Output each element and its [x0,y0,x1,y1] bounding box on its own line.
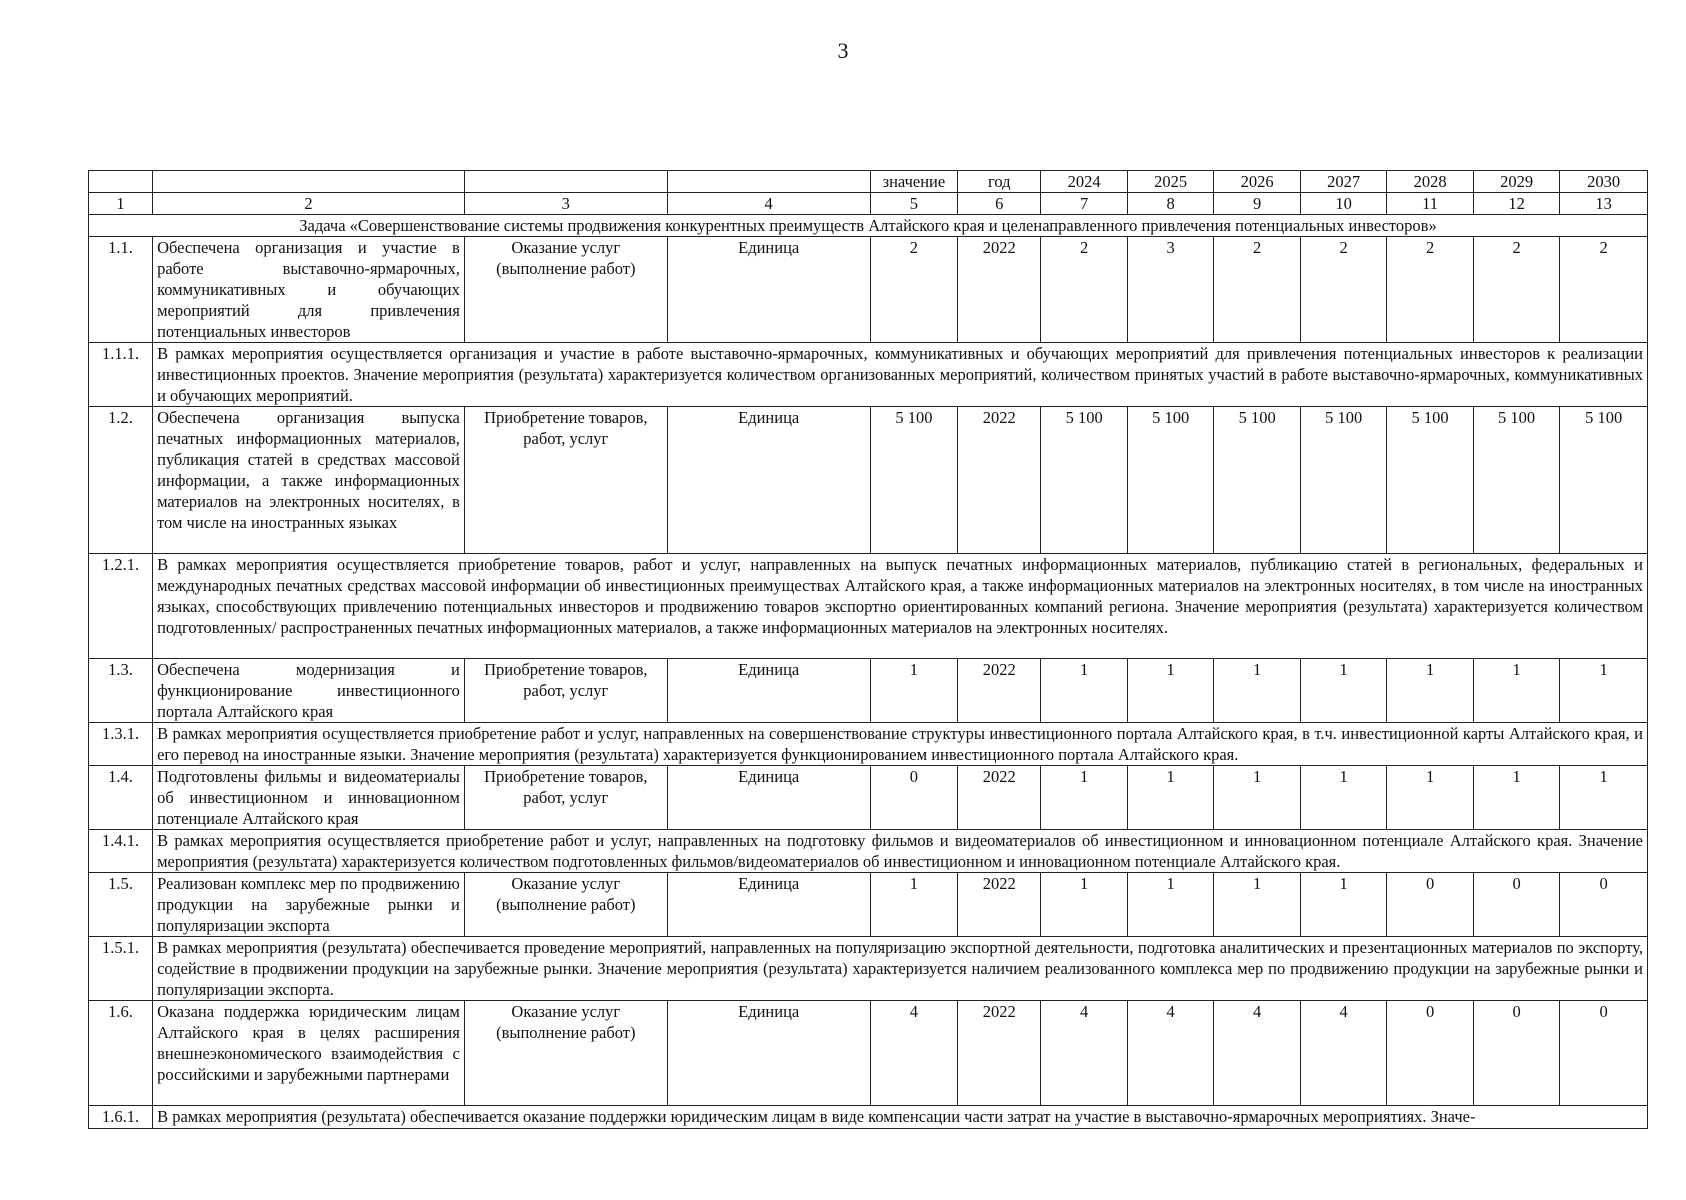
base-year: 2022 [958,659,1041,723]
task-title: Задача «Совершенствование системы продвижения конкурентных преимуществ Алтайского края и целенаправленного привлечения потенциальных инвесторов» [89,215,1648,237]
description-row [89,723,1648,766]
target-value: 4 [1127,1001,1213,1106]
header-row-2 [89,193,1648,215]
target-value: 4 [1214,1001,1300,1106]
header-cell: 2024 [1041,171,1127,193]
result-unit: Единица [667,766,870,830]
target-value: 1 [1127,659,1213,723]
base-value: 5 100 [870,407,958,554]
target-value: 5 100 [1387,407,1473,554]
result-type: Приобретение товаров, работ, услуг [464,407,667,554]
header-cell: значение [870,171,958,193]
header-cell [667,171,870,193]
description-number: 1.4.1. [89,830,153,873]
result-type: Приобретение товаров, работ, услуг [464,766,667,830]
base-year: 2022 [958,237,1041,343]
target-value: 5 100 [1560,407,1648,554]
result-unit: Единица [667,1001,870,1106]
result-number: 1.4. [89,766,153,830]
target-value: 2 [1214,237,1300,343]
description-text: В рамках мероприятия осуществляется приобретение товаров, работ и услуг, направленных на выпуск печатных информационных материалов, публикацию статей в региональных, федеральных и международных печатных средствах массовой информации об инвестиционных преимуществах Алтайского края, а также информационных материалов на электронных носителях, в том числе на иностранных языках, способствующих привлечению потенциальных инвесторов и продвижению товаров экспортно ориентированных компаний региона. Значение мероприятия (результата) характеризуется количеством подготовленных/ распространенных печатных информационных материалов, а также информационных материалов на электронных носителях. [153,554,1648,659]
column-number-cell: 1 [89,193,153,215]
target-value: 1 [1560,659,1648,723]
result-row [89,237,1648,343]
target-value: 2 [1473,237,1559,343]
target-value: 4 [1300,1001,1386,1106]
description-row [89,830,1648,873]
target-value: 1 [1300,873,1386,937]
result-number: 1.3. [89,659,153,723]
description-row [89,554,1648,659]
description-text: В рамках мероприятия осуществляется организация и участие в работе выставочно-ярмарочных, коммуникативных и обучающих мероприятий для привлечения потенциальных инвесторов к реализации инвестиционных проектов. Значение мероприятия (результата) характеризуется количеством организованных мероприятий, количеством принятых участий в работе выставочно-ярмарочных, коммуникативных и обучающих мероприятий. [153,343,1648,407]
column-number-cell: 5 [870,193,958,215]
header-cell [89,171,153,193]
header-cell: 2029 [1473,171,1559,193]
result-name: Обеспечена организация выпуска печатных информационных материалов, публикация статей в средствах массовой информации, а также информационных материалов на электронных носителях, в том числе на иностранных языках [153,407,465,554]
result-name: Подготовлены фильмы и видеоматериалы об инвестиционном и инновационном потенциале Алтайского края [153,766,465,830]
target-value: 5 100 [1041,407,1127,554]
description-number: 1.3.1. [89,723,153,766]
base-value: 2 [870,237,958,343]
task-row [89,215,1648,237]
target-value: 0 [1473,1001,1559,1106]
column-number-cell: 13 [1560,193,1648,215]
target-value: 2 [1387,237,1473,343]
header-cell [153,171,465,193]
target-value: 2 [1560,237,1648,343]
result-name: Оказана поддержка юридическим лицам Алтайского края в целях расширения внешнеэкономического взаимодействия с российскими и зарубежными партнерами [153,1001,465,1106]
target-value: 1 [1041,873,1127,937]
table-body [89,171,1648,1129]
target-value: 0 [1387,873,1473,937]
result-row [89,659,1648,723]
target-value: 4 [1041,1001,1127,1106]
result-row [89,873,1648,937]
target-value: 0 [1560,873,1648,937]
target-value: 5 100 [1127,407,1213,554]
result-name: Реализован комплекс мер по продвижению продукции на зарубежные рынки и популяризации экспорта [153,873,465,937]
description-row [89,1106,1648,1129]
description-number: 1.6.1. [89,1106,153,1129]
page-number: 3 [837,38,849,63]
target-value: 5 100 [1473,407,1559,554]
target-value: 0 [1560,1001,1648,1106]
target-value: 1 [1473,766,1559,830]
target-value: 1 [1387,659,1473,723]
column-number-cell: 7 [1041,193,1127,215]
header-cell: год [958,171,1041,193]
result-type: Оказание услуг (выполнение работ) [464,237,667,343]
results-table [88,170,1648,1129]
base-value: 0 [870,766,958,830]
result-type: Оказание услуг (выполнение работ) [464,873,667,937]
description-text: В рамках мероприятия осуществляется приобретение работ и услуг, направленных на совершенствование структуры инвестиционного портала Алтайского края, в т.ч. инвестиционной карты Алтайского края, и его перевод на иностранные языки. Значение мероприятия (результата) характеризуется функционированием инвестиционного портала Алтайского края. [153,723,1648,766]
header-cell: 2025 [1127,171,1213,193]
description-text: В рамках мероприятия осуществляется приобретение работ и услуг, направленных на подготовку фильмов и видеоматериалов об инвестиционном и инновационном потенциале Алтайского края. Значение мероприятия (результата) характеризуется количеством подготовленных фильмов/видеоматериалов об инвестиционном и инновационном потенциале Алтайского края. [153,830,1648,873]
header-cell: 2028 [1387,171,1473,193]
column-number-cell: 3 [464,193,667,215]
description-row [89,937,1648,1001]
target-value: 1 [1387,766,1473,830]
target-value: 1 [1041,659,1127,723]
target-value: 1 [1041,766,1127,830]
target-value: 5 100 [1300,407,1386,554]
column-number-cell: 6 [958,193,1041,215]
target-value: 1 [1214,873,1300,937]
target-value: 1 [1214,766,1300,830]
result-row [89,1001,1648,1106]
target-value: 0 [1387,1001,1473,1106]
result-unit: Единица [667,407,870,554]
target-value: 1 [1127,766,1213,830]
base-value: 4 [870,1001,958,1106]
result-type: Приобретение товаров, работ, услуг [464,659,667,723]
target-value: 1 [1214,659,1300,723]
base-year: 2022 [958,766,1041,830]
result-unit: Единица [667,873,870,937]
header-row-1 [89,171,1648,193]
description-number: 1.2.1. [89,554,153,659]
result-name: Обеспечена модернизация и функционирование инвестиционного портала Алтайского края [153,659,465,723]
target-value: 1 [1300,766,1386,830]
base-year: 2022 [958,873,1041,937]
target-value: 0 [1473,873,1559,937]
target-value: 2 [1041,237,1127,343]
column-number-cell: 11 [1387,193,1473,215]
result-number: 1.2. [89,407,153,554]
result-unit: Единица [667,659,870,723]
result-type: Оказание услуг (выполнение работ) [464,1001,667,1106]
base-year: 2022 [958,407,1041,554]
column-number-cell: 2 [153,193,465,215]
description-text: В рамках мероприятия (результата) обеспечивается проведение мероприятий, направленных на популяризацию экспортной деятельности, подготовка аналитических и презентационных материалов по экспорту, содействие в продвижении продукции на зарубежные рынки. Значение мероприятия (результата) характеризуется наличием реализованного комплекса мер по продвижению продукции на зарубежные рынки и популяризации экспорта. [153,937,1648,1001]
base-value: 1 [870,873,958,937]
target-value: 2 [1300,237,1386,343]
column-number-cell: 12 [1473,193,1559,215]
result-name: Обеспечена организация и участие в работе выставочно-ярмарочных, коммуникативных и обучающих мероприятий для привлечения потенциальных инвесторов [153,237,465,343]
target-value: 1 [1300,659,1386,723]
header-cell [464,171,667,193]
header-cell: 2027 [1300,171,1386,193]
result-number: 1.5. [89,873,153,937]
column-number-cell: 8 [1127,193,1213,215]
description-row [89,343,1648,407]
result-number: 1.1. [89,237,153,343]
result-row [89,407,1648,554]
target-value: 5 100 [1214,407,1300,554]
target-value: 1 [1473,659,1559,723]
base-year: 2022 [958,1001,1041,1106]
header-cell: 2026 [1214,171,1300,193]
column-number-cell: 9 [1214,193,1300,215]
result-row [89,766,1648,830]
column-number-cell: 4 [667,193,870,215]
target-value: 1 [1560,766,1648,830]
base-value: 1 [870,659,958,723]
description-number: 1.1.1. [89,343,153,407]
description-text: В рамках мероприятия (результата) обеспечивается оказание поддержки юридическим лицам в виде компенсации части затрат на участие в выставочно-ярмарочных мероприятиях. Значе- [153,1106,1648,1129]
target-value: 3 [1127,237,1213,343]
target-value: 1 [1127,873,1213,937]
result-unit: Единица [667,237,870,343]
description-number: 1.5.1. [89,937,153,1001]
column-number-cell: 10 [1300,193,1386,215]
result-number: 1.6. [89,1001,153,1106]
header-cell: 2030 [1560,171,1648,193]
